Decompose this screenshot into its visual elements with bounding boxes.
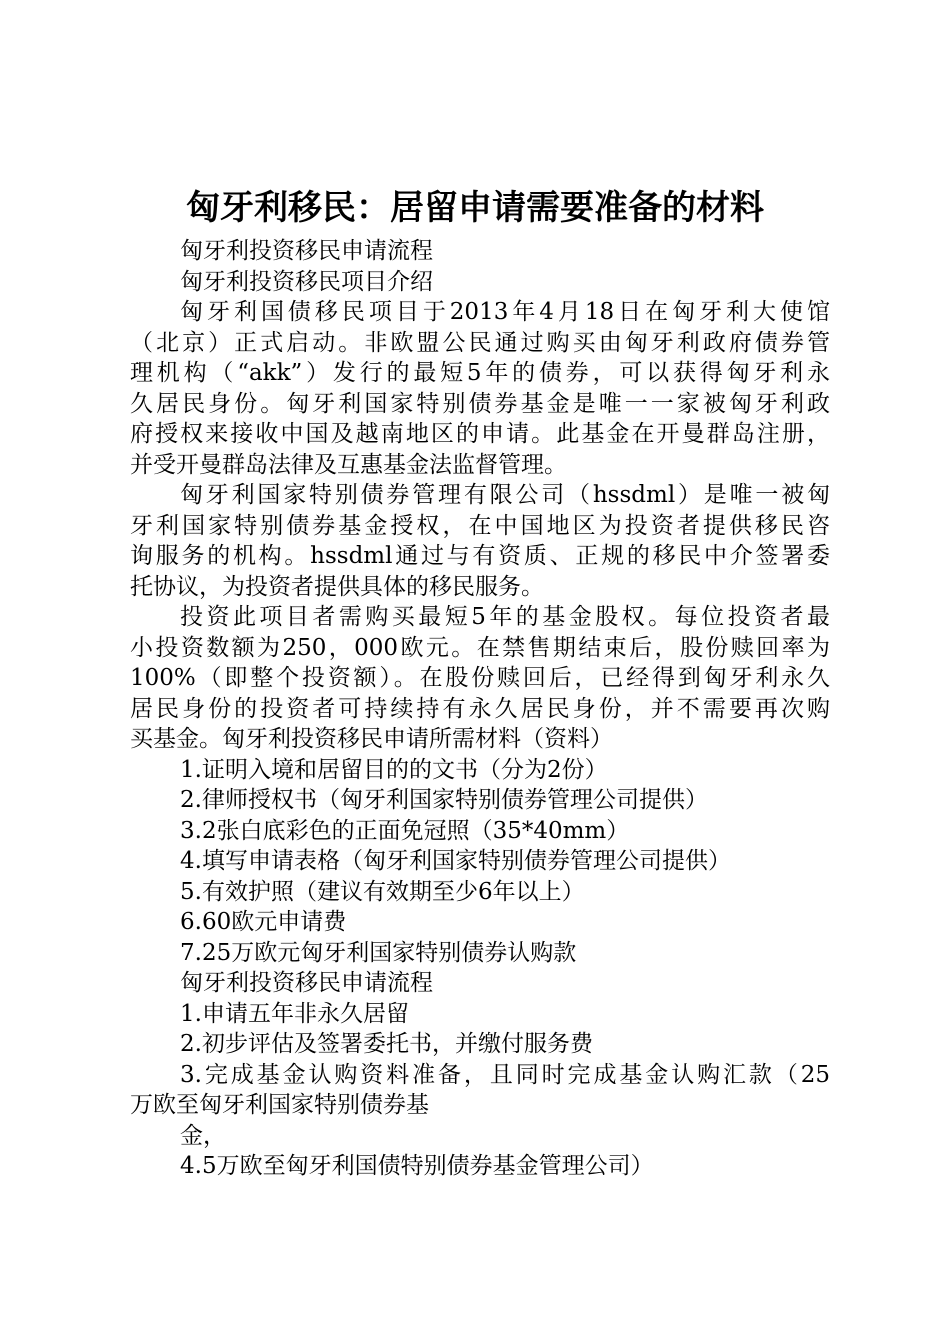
text-line: 100%（即整个投资额）。在股份赎回后，已经得到匈牙利永久 (130, 665, 830, 691)
text-line: 匈牙利投资移民申请流程 (180, 970, 433, 996)
text-line: （北京）正式启动。非欧盟公民通过购买由匈牙利政府债券管 (130, 329, 830, 356)
text-line: 询服务的机构。hssdml通过与有资质、正规的移民中介签署委 (130, 543, 830, 569)
text-line: 小投资数额为250，000欧元。在禁售期结束后，股份赎回率为 (130, 634, 830, 661)
text-line: 牙利国家特别债券基金授权，在中国地区为投资者提供移民咨 (130, 512, 830, 539)
text-line: 4.5万欧至匈牙利国债特别债券基金管理公司） (180, 1153, 654, 1179)
text-line: 居民身份的投资者可持续持有永久居民身份，并不需要再次购 (130, 695, 830, 722)
text-line: 匈牙利投资移民项目介绍 (180, 268, 433, 295)
text-line: 7.25万欧元匈牙利国家特别债券认购款 (180, 939, 577, 966)
text-line: 匈牙利投资移民申请流程 (180, 238, 433, 264)
text-line: 3.2张白底彩色的正面免冠照（35*40mm） (180, 817, 630, 844)
text-line: 久居民身份。匈牙利国家特别债券基金是唯一一家被匈牙利政 (130, 390, 830, 417)
text-line: 并受开曼群岛法律及互惠基金法监督管理。 (130, 451, 567, 478)
text-line: 2.初步评估及签署委托书，并缴付服务费 (180, 1031, 593, 1057)
text-line: 买基金。匈牙利投资移民申请所需材料（资料） (130, 726, 613, 752)
text-line: 匈牙利国债移民项目于2013年4月18日在匈牙利大使馆 (180, 299, 830, 325)
text-line: 6.60欧元申请费 (180, 909, 347, 935)
text-line: 托协议，为投资者提供具体的移民服务。 (130, 573, 544, 600)
text-line: 匈牙利国家特别债券管理有限公司（hssdml）是唯一被匈 (180, 482, 830, 508)
text-line: 1.证明入境和居留目的的文书（分为2份） (180, 756, 608, 783)
text-line: 府授权来接收中国及越南地区的申请。此基金在开曼群岛注册， (130, 421, 830, 447)
text-line: 5.有效护照（建议有效期至少6年以上） (180, 878, 585, 905)
text-line: 2.律师授权书（匈牙利国家特别债券管理公司提供） (180, 787, 708, 813)
text-line: 金， (180, 1122, 226, 1149)
text-line: 理机构（“akk”）发行的最短5年的债券，可以获得匈牙利永 (130, 360, 830, 386)
text-line: 3.完成基金认购资料准备，且同时完成基金认购汇款（25 (180, 1061, 830, 1088)
text-line: 万欧至匈牙利国家特别债券基 (130, 1092, 429, 1118)
document-title: 匈牙利移民：居留申请需要准备的材料 (186, 188, 764, 228)
document-body (130, 236, 830, 1182)
text-line: 1.申请五年非永久居留 (180, 1000, 409, 1027)
text-line: 4.填写申请表格（匈牙利国家特别债券管理公司提供） (180, 848, 731, 874)
text-line: 投资此项目者需购买最短5年的基金股权。每位投资者最 (180, 604, 830, 630)
